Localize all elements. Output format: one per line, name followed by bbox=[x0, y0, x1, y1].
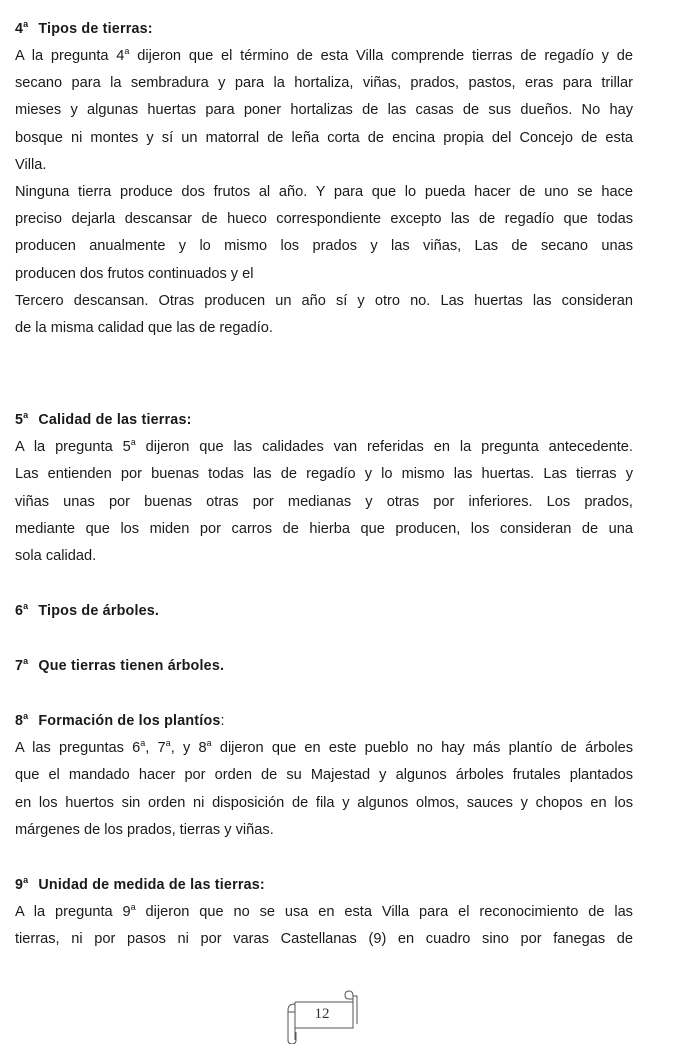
section-9-title: Unidad de medida de las tierras: bbox=[38, 877, 265, 894]
text-line: Las entienden por buenas todas las de regadío y lo mismo las huertas. Las tierras y bbox=[15, 466, 633, 483]
text-line: bosque ni montes y sí un matorral de leña corta de encina propia del Concejo de esta bbox=[15, 129, 633, 146]
text-line: A la pregunta 4$^a$ dijeron que el término de esta Villa comprende tierras de regadío y de bbox=[15, 46, 633, 64]
section-9-paragraph-1 bbox=[15, 899, 633, 953]
section-5-number: 5$^a$ bbox=[15, 410, 29, 429]
text-line: márgenes de los prados, tierras y viñas. bbox=[15, 821, 274, 838]
text-line: mieses y algunas huertas para poner hortalizas de las casas de sus dueños. No hay bbox=[15, 102, 633, 119]
section-4-paragraph-2 bbox=[15, 179, 633, 342]
text-line: A la pregunta 9$^a$ dijeron que no se usa en esta Villa para el reconocimiento de las bbox=[15, 902, 633, 921]
section-4-title: Tipos de tierras: bbox=[38, 21, 153, 37]
text-line: producen dos frutos continuados y el bbox=[15, 265, 254, 282]
section-5-heading bbox=[15, 407, 633, 434]
text-line: que el mandado hacer por orden de su Majestad y algunos árboles frutales plantados bbox=[15, 767, 633, 784]
text-line: de la misma calidad que las de regadío. bbox=[15, 320, 273, 337]
page-number: 12 bbox=[314, 1006, 330, 1022]
text-line: Ninguna tierra produce dos frutos al año. Y para que lo pueda hacer de uno se hace bbox=[15, 184, 633, 201]
text-line: Tercero descansan. Otras producen un año sí y otro no. Las huertas las consideran bbox=[15, 292, 633, 309]
text-line: tierras, ni por pasos ni por varas Castellanas (9) en cuadro sino por fanegas de bbox=[15, 931, 633, 948]
section-5-title: Calidad de las tierras: bbox=[38, 412, 192, 429]
text-line: A la pregunta 5$^a$ dijeron que las calidades van referidas en la pregunta antecedente. bbox=[15, 437, 633, 456]
page-number-scroll bbox=[283, 988, 361, 1044]
text-line: sola calidad. bbox=[15, 548, 97, 565]
document-page bbox=[15, 16, 633, 953]
section-9-number: 9$^a$ bbox=[15, 875, 29, 894]
section-4-heading bbox=[15, 16, 633, 43]
text-line: Villa. bbox=[15, 156, 47, 173]
section-8-heading: 8$^a$ Formación de los plantíos: bbox=[15, 708, 633, 735]
section-5-paragraph-1 bbox=[15, 434, 633, 570]
section-6-heading bbox=[15, 598, 633, 625]
text-line: en los huertos sin orden ni disposición de fila y algunos olmos, sauces y chopos en los bbox=[15, 794, 633, 811]
section-4-number: 4$^a$ bbox=[15, 19, 29, 37]
section-6-number: 6$^a$ bbox=[15, 601, 29, 620]
section-8-number: 8$^a$ bbox=[15, 711, 29, 730]
text-line: secano para la sembradura y para la hortaliza, viñas, prados, pastos, eras para trillar bbox=[15, 75, 633, 92]
section-7-number: 7$^a$ bbox=[15, 656, 29, 675]
section-7-title: Que tierras tienen árboles. bbox=[38, 658, 225, 675]
section-8-paragraph-1 bbox=[15, 735, 633, 844]
section-9-heading bbox=[15, 872, 633, 899]
section-4-paragraph-1 bbox=[15, 43, 633, 179]
text-line: preciso dejarla descansar de hueco correspondiente excepto las de regadío que todas bbox=[15, 211, 633, 228]
text-line: viñas unas por buenas otras por medianas y otras por inferiores. Los prados, bbox=[15, 493, 633, 510]
text-line: A las preguntas 6$^a$, 7$^a$, y 8$^a$ dijeron que en este pueblo no hay más plantío de árboles bbox=[15, 738, 634, 757]
text-line: producen anualmente y lo mismo los prados y las viñas, Las de secano unas bbox=[15, 238, 633, 255]
text-line: mediante que los miden por carros de hierba que producen, los consideran de una bbox=[15, 520, 633, 537]
section-6-title: Tipos de árboles. bbox=[38, 603, 160, 620]
section-8-title: Formación de los plantíos bbox=[38, 713, 221, 730]
section-7-heading bbox=[15, 653, 633, 680]
